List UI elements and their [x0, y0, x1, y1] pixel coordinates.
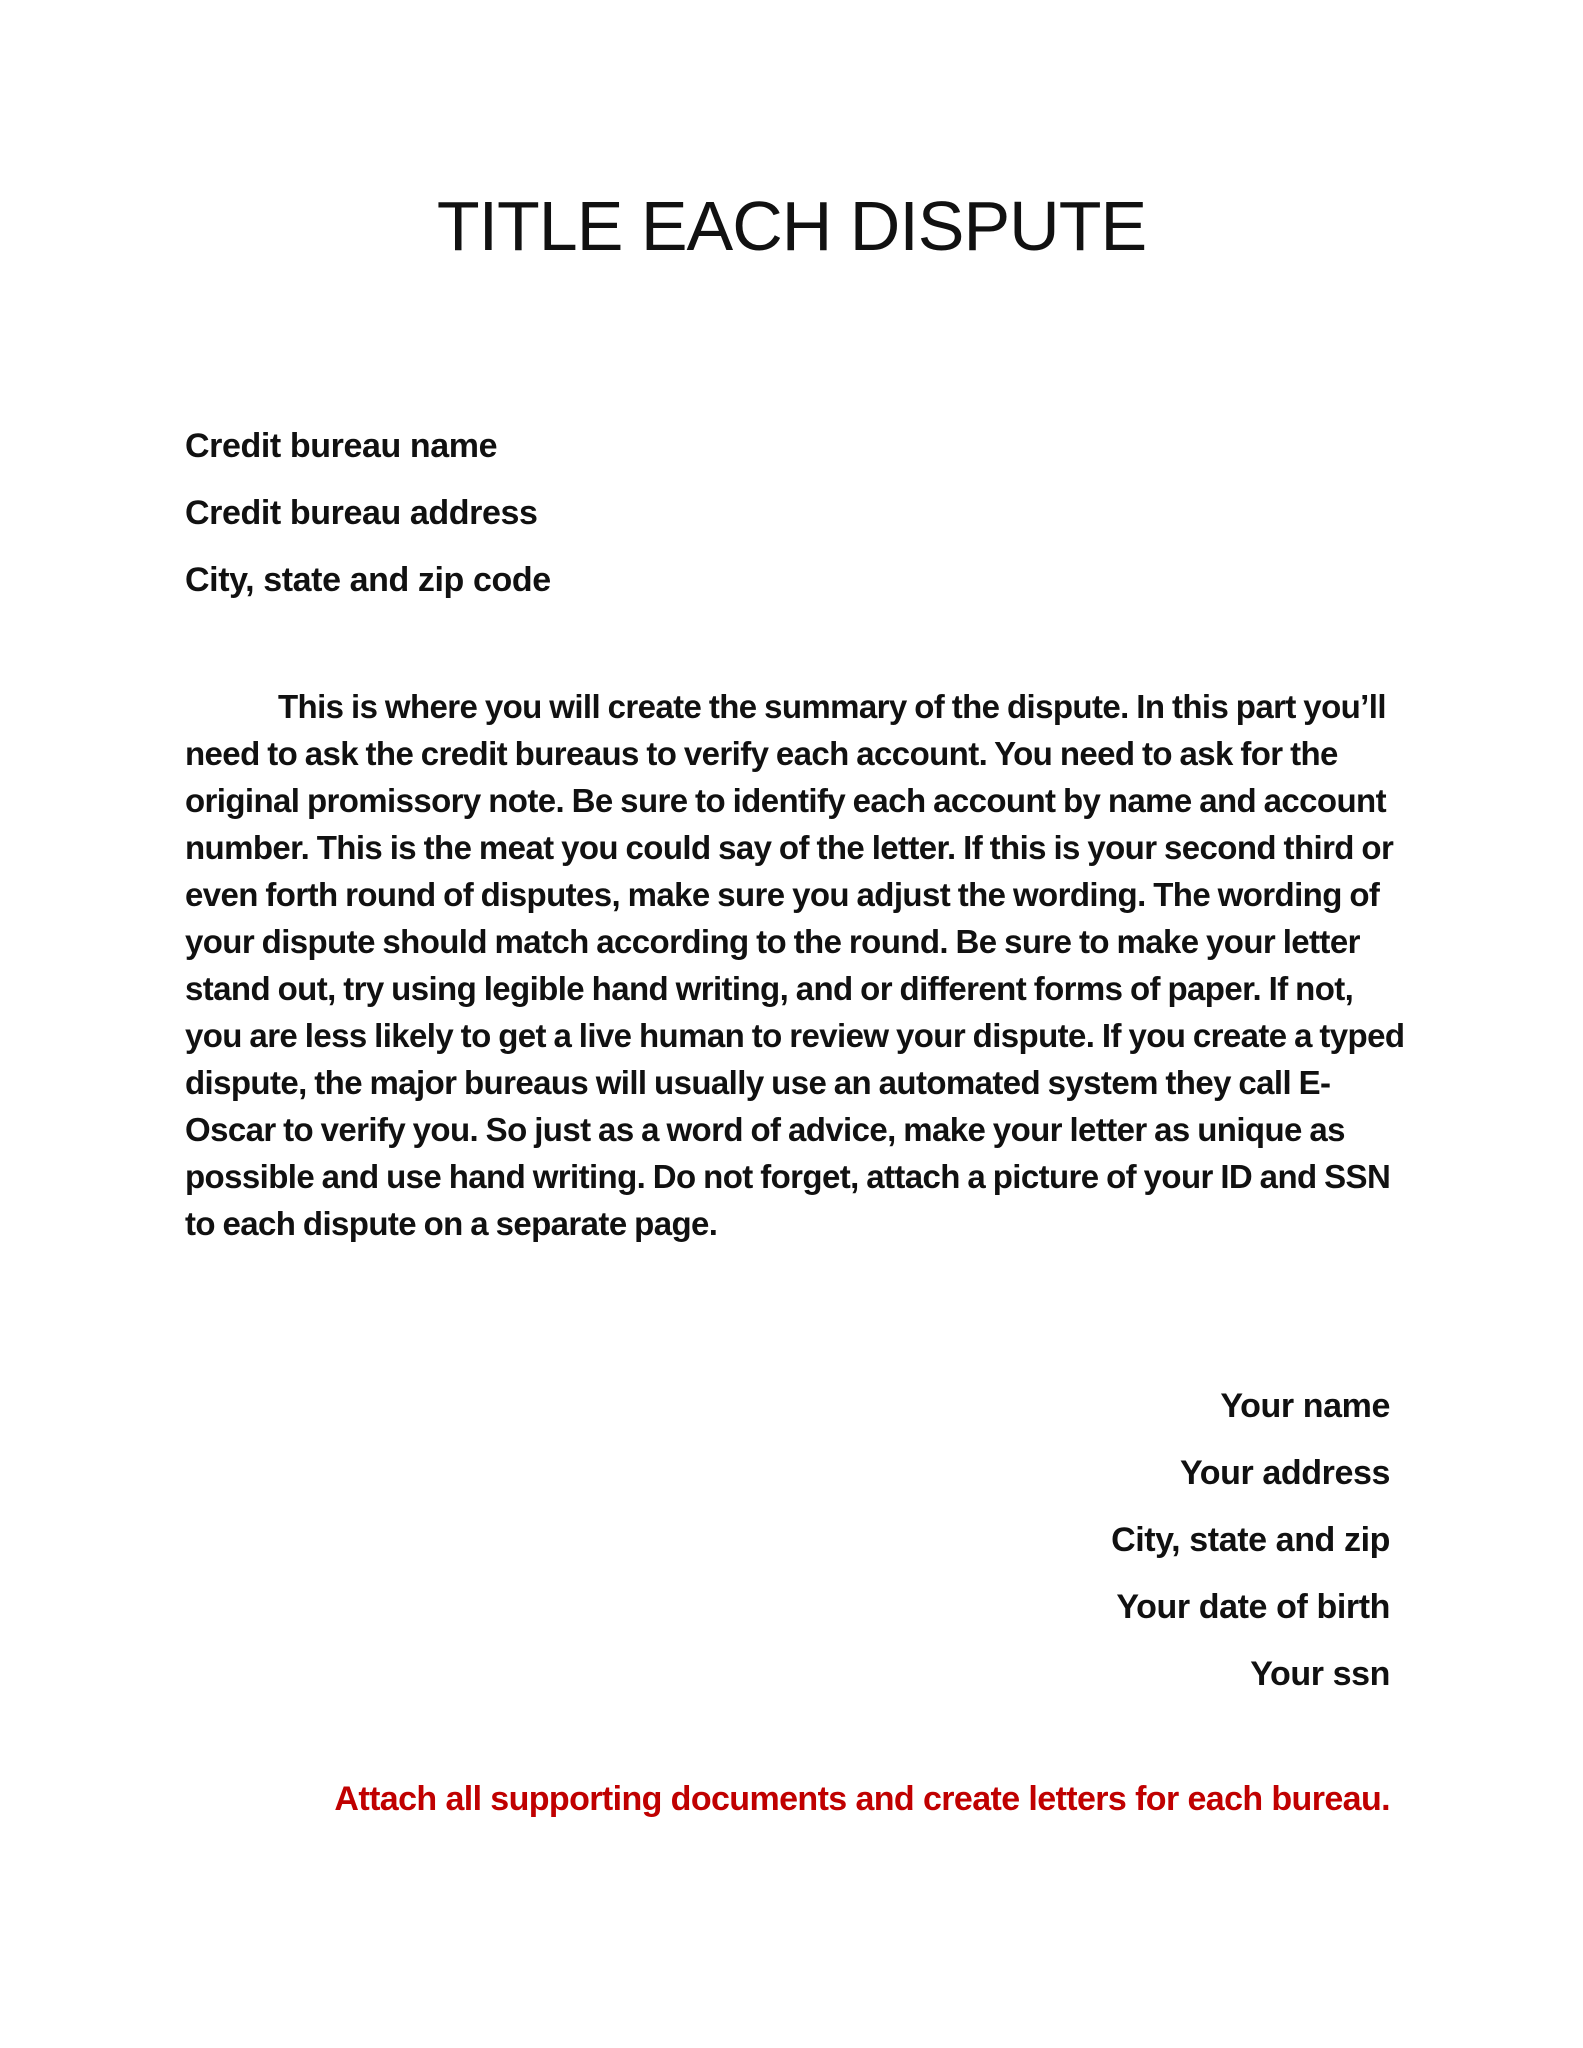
recipient-city: City, state and zip code — [185, 561, 551, 599]
supporting-documents-note: Attach all supporting documents and create letters for each bureau. — [334, 1780, 1390, 1818]
sender-signature-block — [690, 1373, 1390, 1708]
recipient-name: Credit bureau name — [185, 427, 498, 465]
sender-address: Your address — [1180, 1454, 1390, 1492]
recipient-address-block — [185, 413, 985, 614]
sender-date-of-birth: Your date of birth — [1116, 1588, 1390, 1626]
dispute-summary-paragraph: This is where you will create the summary of the dispute. In this part you’ll need to ask the credit bureaus to verify each account. You need to ask for the original promissory note. Be sure to identify each account by name and account number. This is the meat you could say of the letter. If this is your second third or even forth round of disputes, make sure you adjust the wording. The wording of your dispute should match according to the round. Be sure to make your letter stand out, try using legible hand writing, and or different forms of paper. If not, you are less likely to get a live human to review your dispute. If you create a typed dispute, the major bureaus will usually use an automated system they call E-Oscar to verify you. So just as a word of advice, make your letter as unique as possible and use hand writing. Do not forget, attach a picture of your ID and SSN to each dispute on a separate page. — [185, 688, 1405, 1242]
document-title: TITLE EACH DISPUTE — [436, 187, 1147, 265]
sender-city: City, state and zip — [1111, 1521, 1390, 1559]
sender-name: Your name — [1220, 1387, 1390, 1425]
recipient-address: Credit bureau address — [185, 494, 538, 532]
sender-ssn: Your ssn — [1250, 1655, 1390, 1693]
